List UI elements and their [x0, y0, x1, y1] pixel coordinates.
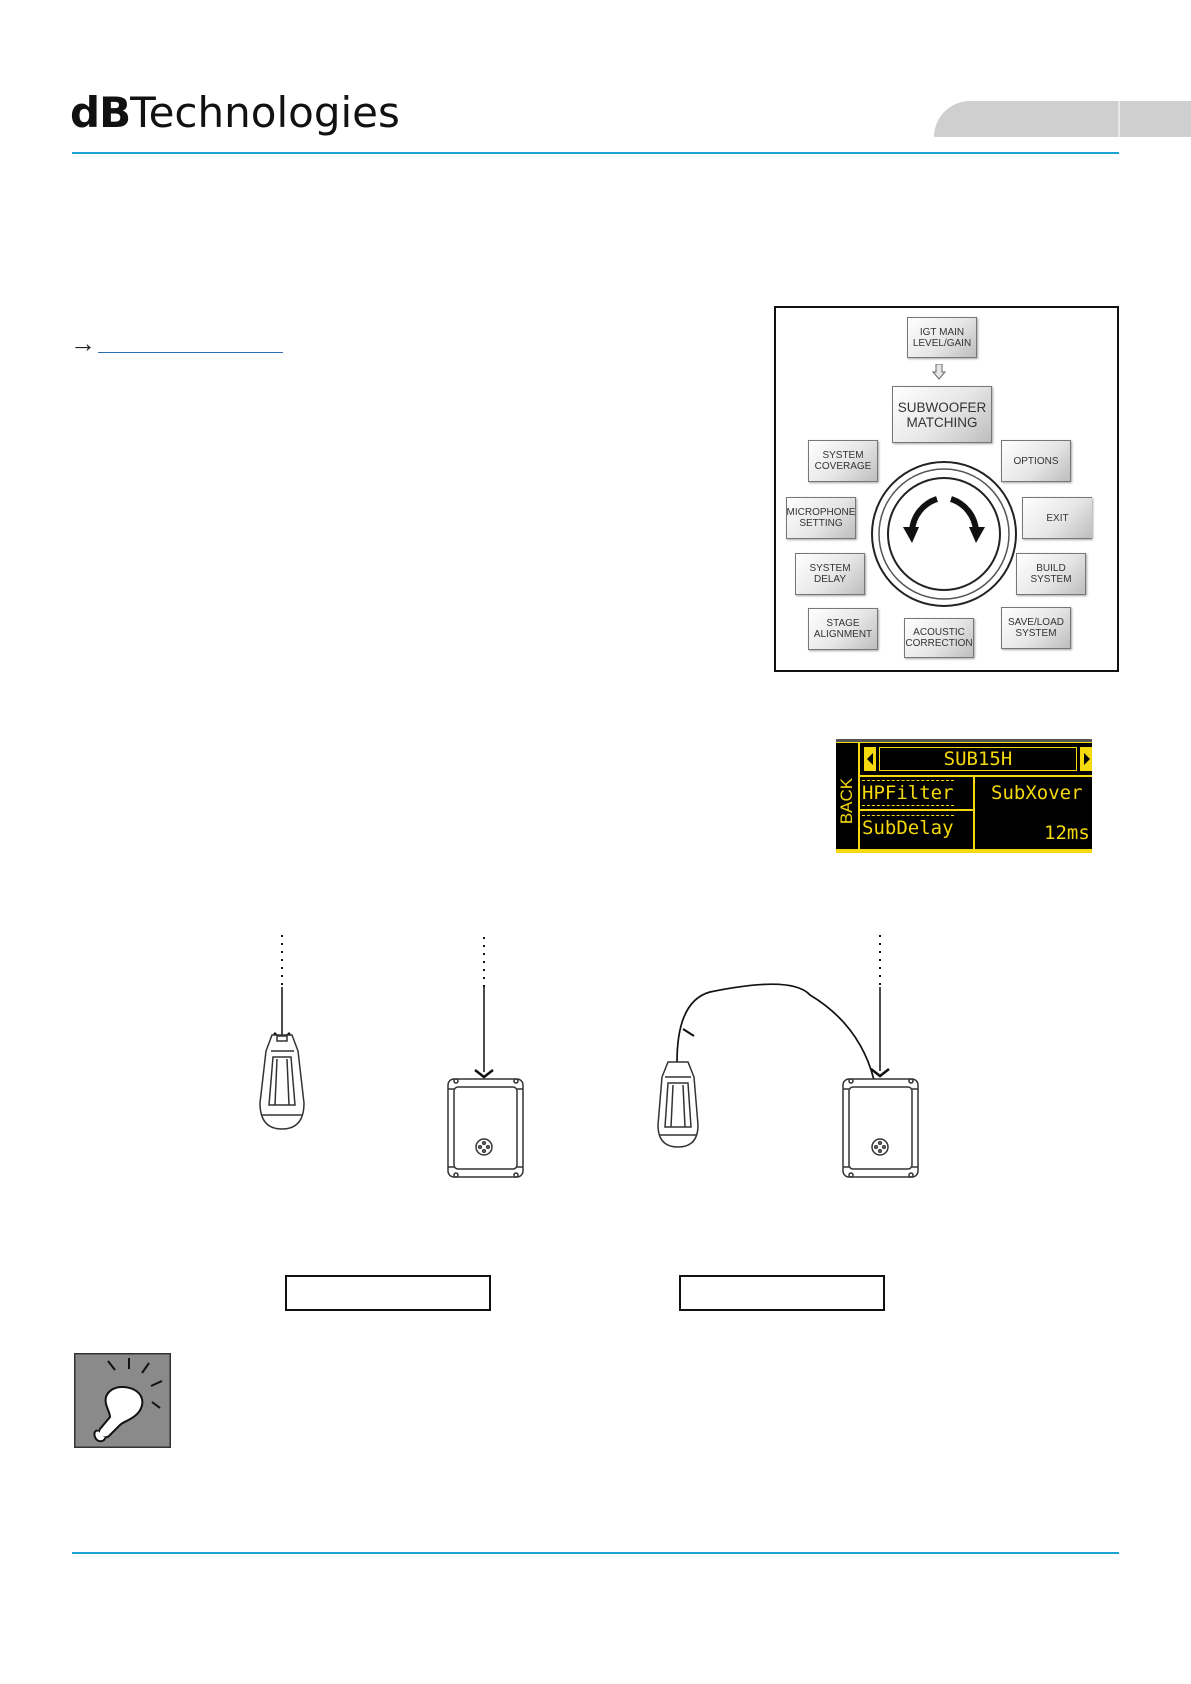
brand-logo-name: Technologies [130, 88, 400, 137]
lcd-left-arrow-icon [867, 753, 873, 765]
lcd-subdelay[interactable]: SubDelay [862, 817, 954, 839]
lcd-divider [858, 775, 1092, 777]
speaker-cabling-diagram [240, 935, 950, 1235]
acoustic-correction-button[interactable]: ACOUSTIC CORRECTION [904, 618, 974, 658]
save-load-system-button[interactable]: SAVE/LOAD SYSTEM [1001, 607, 1071, 649]
exit-button[interactable]: EXIT [1022, 497, 1092, 539]
system-delay-button[interactable]: SYSTEM DELAY [795, 553, 865, 595]
microphone-setting-button[interactable]: MICROPHONE SETTING [786, 497, 856, 539]
lightbulb-icon [74, 1353, 171, 1448]
right-figure-caption [679, 1275, 885, 1311]
lcd-hpfilter[interactable]: HPFilter [862, 782, 954, 804]
subwoofer-right [843, 1079, 918, 1177]
lcd-top-edge [836, 739, 1092, 742]
lcd-display [836, 739, 1092, 853]
middle-cable [475, 937, 493, 1077]
top-speaker-left [260, 1035, 304, 1129]
rotary-encoder-icon[interactable] [869, 459, 1019, 609]
lcd-subxover[interactable]: SubXover [991, 782, 1083, 804]
top-speaker-right [658, 1062, 698, 1147]
footer-rule [72, 1552, 1119, 1554]
lcd-divider [973, 777, 975, 849]
options-button[interactable]: OPTIONS [1001, 440, 1071, 482]
left-top-cable [274, 935, 290, 1040]
build-system-button[interactable]: BUILD SYSTEM [1016, 553, 1086, 595]
header-tab-divider [1118, 101, 1120, 137]
header-rule [72, 152, 1119, 154]
stage-alignment-button[interactable]: STAGE ALIGNMENT [808, 608, 878, 650]
igt-main-level-button[interactable]: IGT MAIN LEVEL/GAIN [907, 317, 977, 358]
lcd-subdelay-value: 12ms [1044, 822, 1090, 844]
lcd-divider [858, 743, 860, 849]
brand-logo-bold: dB [70, 88, 131, 137]
system-coverage-button[interactable]: SYSTEM COVERAGE [808, 440, 878, 482]
left-figure-caption [285, 1275, 491, 1311]
cross-reference-link[interactable] [98, 352, 283, 353]
lcd-right-arrow-icon [1084, 753, 1090, 765]
down-arrow-icon [932, 364, 946, 380]
lcd-back-label[interactable]: BACK [837, 777, 856, 825]
subwoofer-middle [448, 1079, 523, 1177]
right-cable [677, 935, 889, 1080]
header-tab [934, 101, 1191, 137]
lcd-title: SUB15H [943, 748, 1013, 770]
link-arrow-icon: → [70, 328, 96, 358]
subwoofer-matching-button[interactable]: SUBWOOFER MATCHING [892, 386, 992, 443]
lcd-bottom-edge [836, 849, 1092, 853]
lcd-divider [858, 809, 974, 811]
brand-logo [70, 88, 400, 138]
